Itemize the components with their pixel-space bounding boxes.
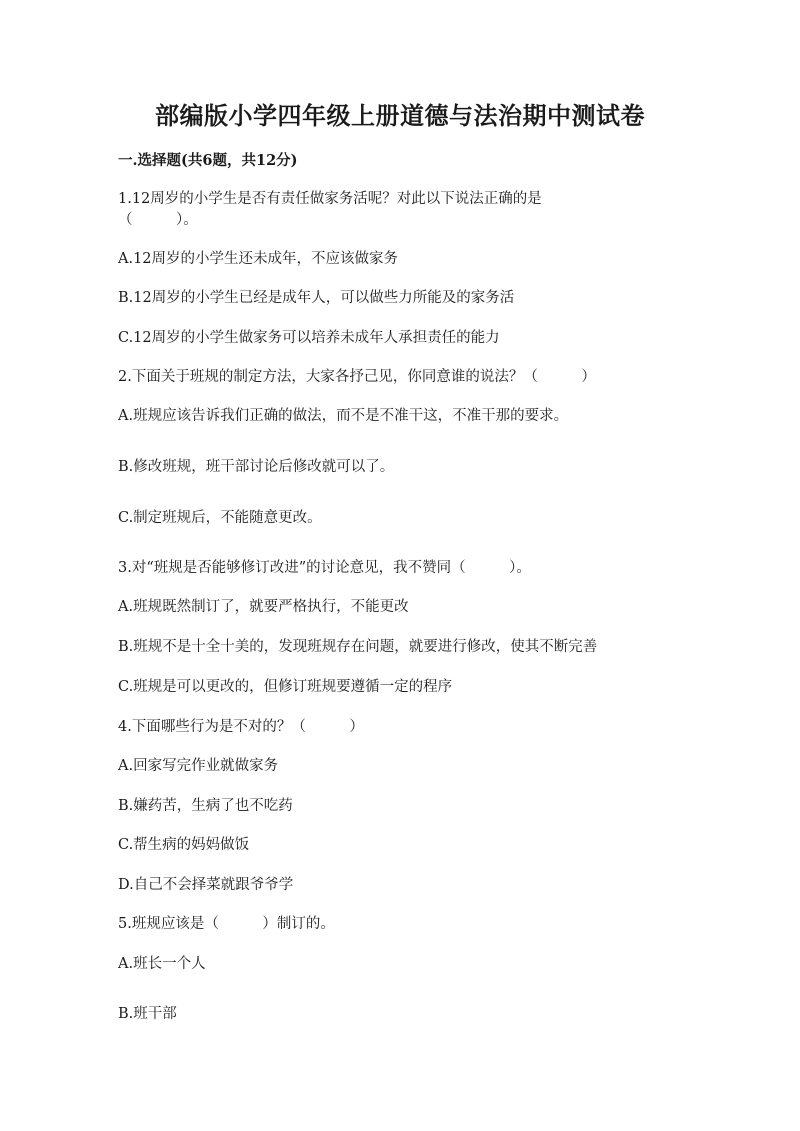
question-5-option-b: B.班干部 bbox=[118, 1006, 177, 1022]
question-4-option-b: B.嫌药苦，生病了也不吃药 bbox=[118, 798, 293, 814]
question-2-option-c: C.制定班规后，不能随意更改。 bbox=[118, 510, 322, 526]
question-4-option-d: D.自己不会择菜就跟爷爷学 bbox=[118, 877, 294, 893]
page-title: 部编版小学四年级上册道德与法治期中测试卷 bbox=[155, 101, 645, 130]
question-2-option-a: A.班规应该告诉我们正确的做法，而不是不准干这，不准干那的要求。 bbox=[118, 408, 569, 424]
question-2-option-b: B.修改班规，班干部讨论后修改就可以了。 bbox=[118, 459, 395, 475]
question-1-stem: 1.12周岁的小学生是否有责任做家务活呢？对此以下说法正确的是 bbox=[118, 191, 542, 207]
question-3-option-b: B.班规不是十全十美的，发现班规存在问题，就要进行修改，使其不断完善 bbox=[118, 639, 598, 655]
question-4-option-a: A.回家写完作业就做家务 bbox=[118, 758, 279, 774]
question-5-stem: 5.班规应该是（ ）制订的。 bbox=[118, 916, 335, 932]
question-1-option-a: A.12周岁的小学生还未成年，不应该做家务 bbox=[118, 251, 399, 267]
question-1-option-b: B.12周岁的小学生已经是成年人，可以做些力所能及的家务活 bbox=[118, 290, 515, 306]
question-3-option-c: C.班规是可以更改的，但修订班规要遵循一定的程序 bbox=[118, 679, 453, 695]
question-3-stem: 3.对“班规是否能够修订改进”的讨论意见，我不赞同（ ）。 bbox=[118, 560, 531, 576]
question-4-option-c: C.帮生病的妈妈做饭 bbox=[118, 837, 250, 853]
question-3-option-a: A.班规既然制订了，就要严格执行，不能更改 bbox=[118, 599, 409, 615]
question-2-stem: 2.下面关于班规的制定方法，大家各抒己见，你同意谁的说法？（ ） bbox=[118, 369, 596, 385]
section-heading: 一.选择题(共6题，共12分) bbox=[118, 152, 298, 169]
question-1-option-c: C.12周岁的小学生做家务可以培养未成年人承担责任的能力 bbox=[118, 330, 500, 346]
question-4-stem: 4.下面哪些行为是不对的？（ ） bbox=[118, 719, 364, 735]
question-5-option-a: A.班长一个人 bbox=[118, 956, 206, 972]
question-1-stem-continuation: （ ）。 bbox=[118, 212, 198, 228]
